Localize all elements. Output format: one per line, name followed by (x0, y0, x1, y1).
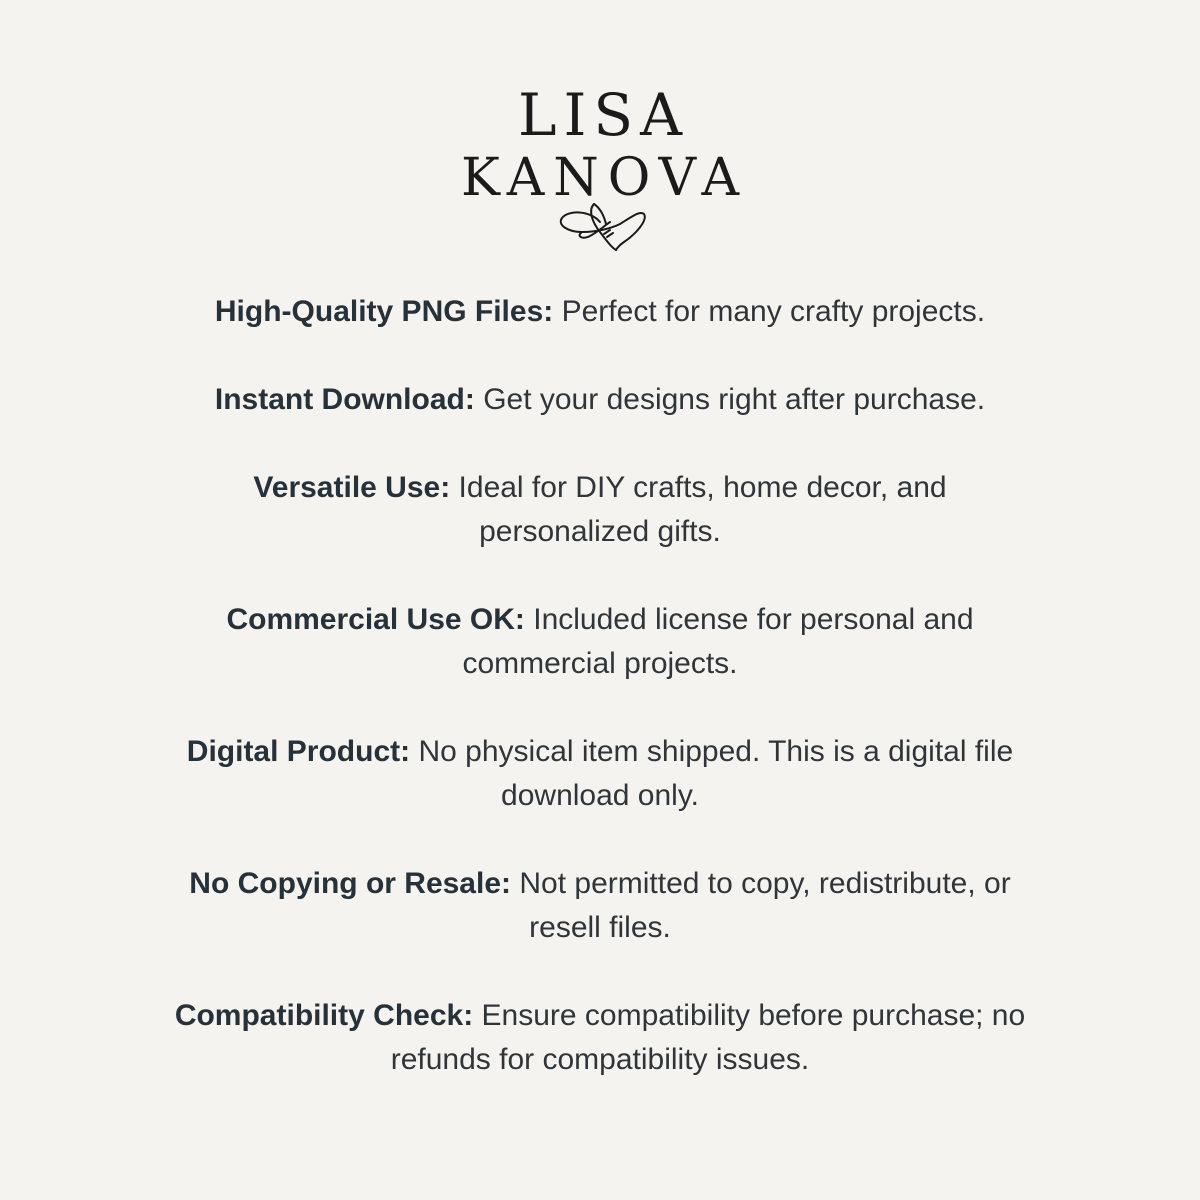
list-item (170, 862, 1030, 950)
list-item (170, 994, 1030, 1082)
feature-description: Perfect for many crafty projects. (561, 295, 986, 328)
feature-term: No Copying or Resale: (189, 867, 512, 900)
feature-description: Ensure compatibility before purchase; no refunds for compatibility issues. (390, 999, 1026, 1076)
brand-logo (0, 82, 1200, 208)
feature-term: Instant Download: (214, 383, 475, 416)
list-item (170, 730, 1030, 818)
brand-name-last: KANOVA (460, 148, 749, 208)
list-item (170, 378, 1030, 422)
brand-name-first: LISA (517, 81, 690, 149)
feature-term: Versatile Use: (253, 471, 451, 504)
feature-term: Compatibility Check: (174, 999, 474, 1032)
list-item (170, 598, 1030, 686)
feature-description: Ideal for DIY crafts, home decor, and personalized gifts. (458, 471, 947, 548)
list-item (170, 466, 1030, 554)
feature-term: Digital Product: (186, 735, 411, 768)
feature-term: High-Quality PNG Files: (214, 295, 554, 328)
feature-description: No physical item shipped. This is a digital file download only. (418, 735, 1014, 812)
feature-description: Included license for personal and commercial projects. (462, 603, 974, 680)
feature-description: Not permitted to copy, redistribute, or resell files. (519, 867, 1011, 944)
feature-list (170, 290, 1030, 1082)
signature-flourish-icon (554, 200, 650, 256)
feature-description: Get your designs right after purchase. (483, 383, 986, 416)
list-item (170, 290, 1030, 334)
feature-term: Commercial Use OK: (226, 603, 525, 636)
